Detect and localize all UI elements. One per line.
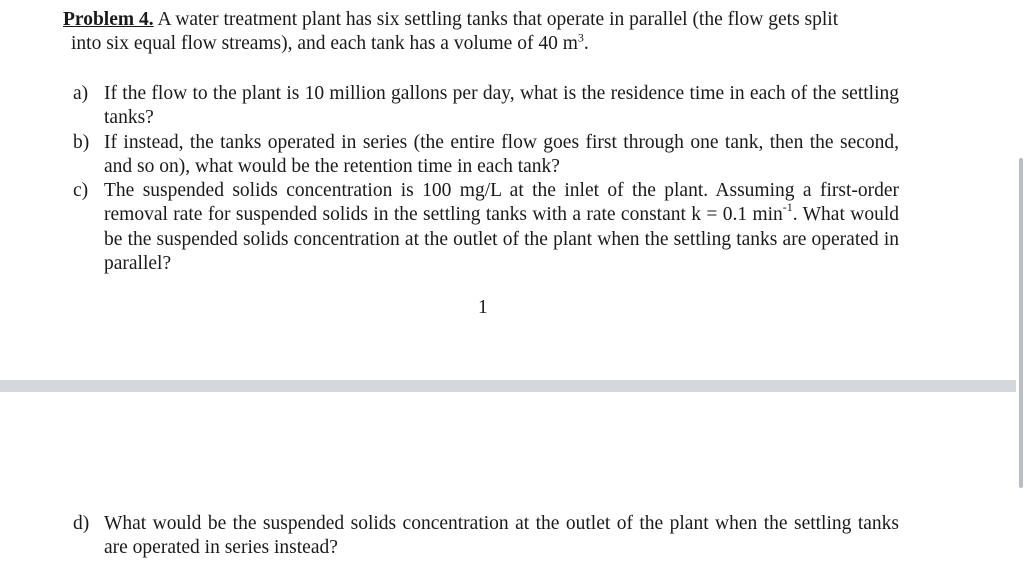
problem-intro-line2-text: into six equal flow streams), and each tank has a volume of 40 m [71,33,578,54]
vertical-scrollbar[interactable] [1016,0,1024,568]
question-letter: d) [73,513,90,534]
question-item-a [73,82,899,131]
question-letter: c) [73,180,89,202]
question-text-part2: . What would be the suspended solids concentration at the outlet of the plant when the settling tanks are operated in parallel? [104,204,899,275]
question-text [104,180,899,274]
question-text-part1: The suspended solids concentration is 100 mg/L at the inlet of the plant. Assuming a first-order removal rate for suspended solids in the settling tanks with a rate constant k = 0.1 min [104,180,899,226]
question-item-c [73,179,899,276]
question-letter: b) [73,131,90,153]
problem-intro-line2 [63,32,911,56]
page-number: 1 [478,297,488,318]
problem-intro-line1: A water treatment plant has six settling tanks that operate in parallel (the flow gets split [153,9,839,30]
problem-label: Problem 4. [63,9,154,30]
question-text: If the flow to the plant is 10 million gallons per day, what is the residence time in each of the settling tanks? [104,83,899,129]
question-text: If instead, the tanks operated in series (the entire flow goes first through one tank, then the second, and so on), what would be the retention time in each tank? [104,131,899,177]
problem-statement [63,8,911,56]
document-page-2 [0,392,1016,568]
page-separator [0,380,1024,392]
problem-intro-line2-end: . [583,33,589,54]
question-item-d [73,512,899,561]
cubic-superscript: 3 [577,30,584,45]
question-letter: a) [73,83,89,104]
scrollbar-thumb[interactable] [1019,158,1023,488]
exponent-superscript: -1 [782,199,793,214]
question-list [73,82,899,276]
question-list [73,512,899,561]
question-item-b [73,131,899,180]
question-text: What would be the suspended solids concentration at the outlet of the plant when the settling tanks are operated in series instead? [104,513,899,559]
